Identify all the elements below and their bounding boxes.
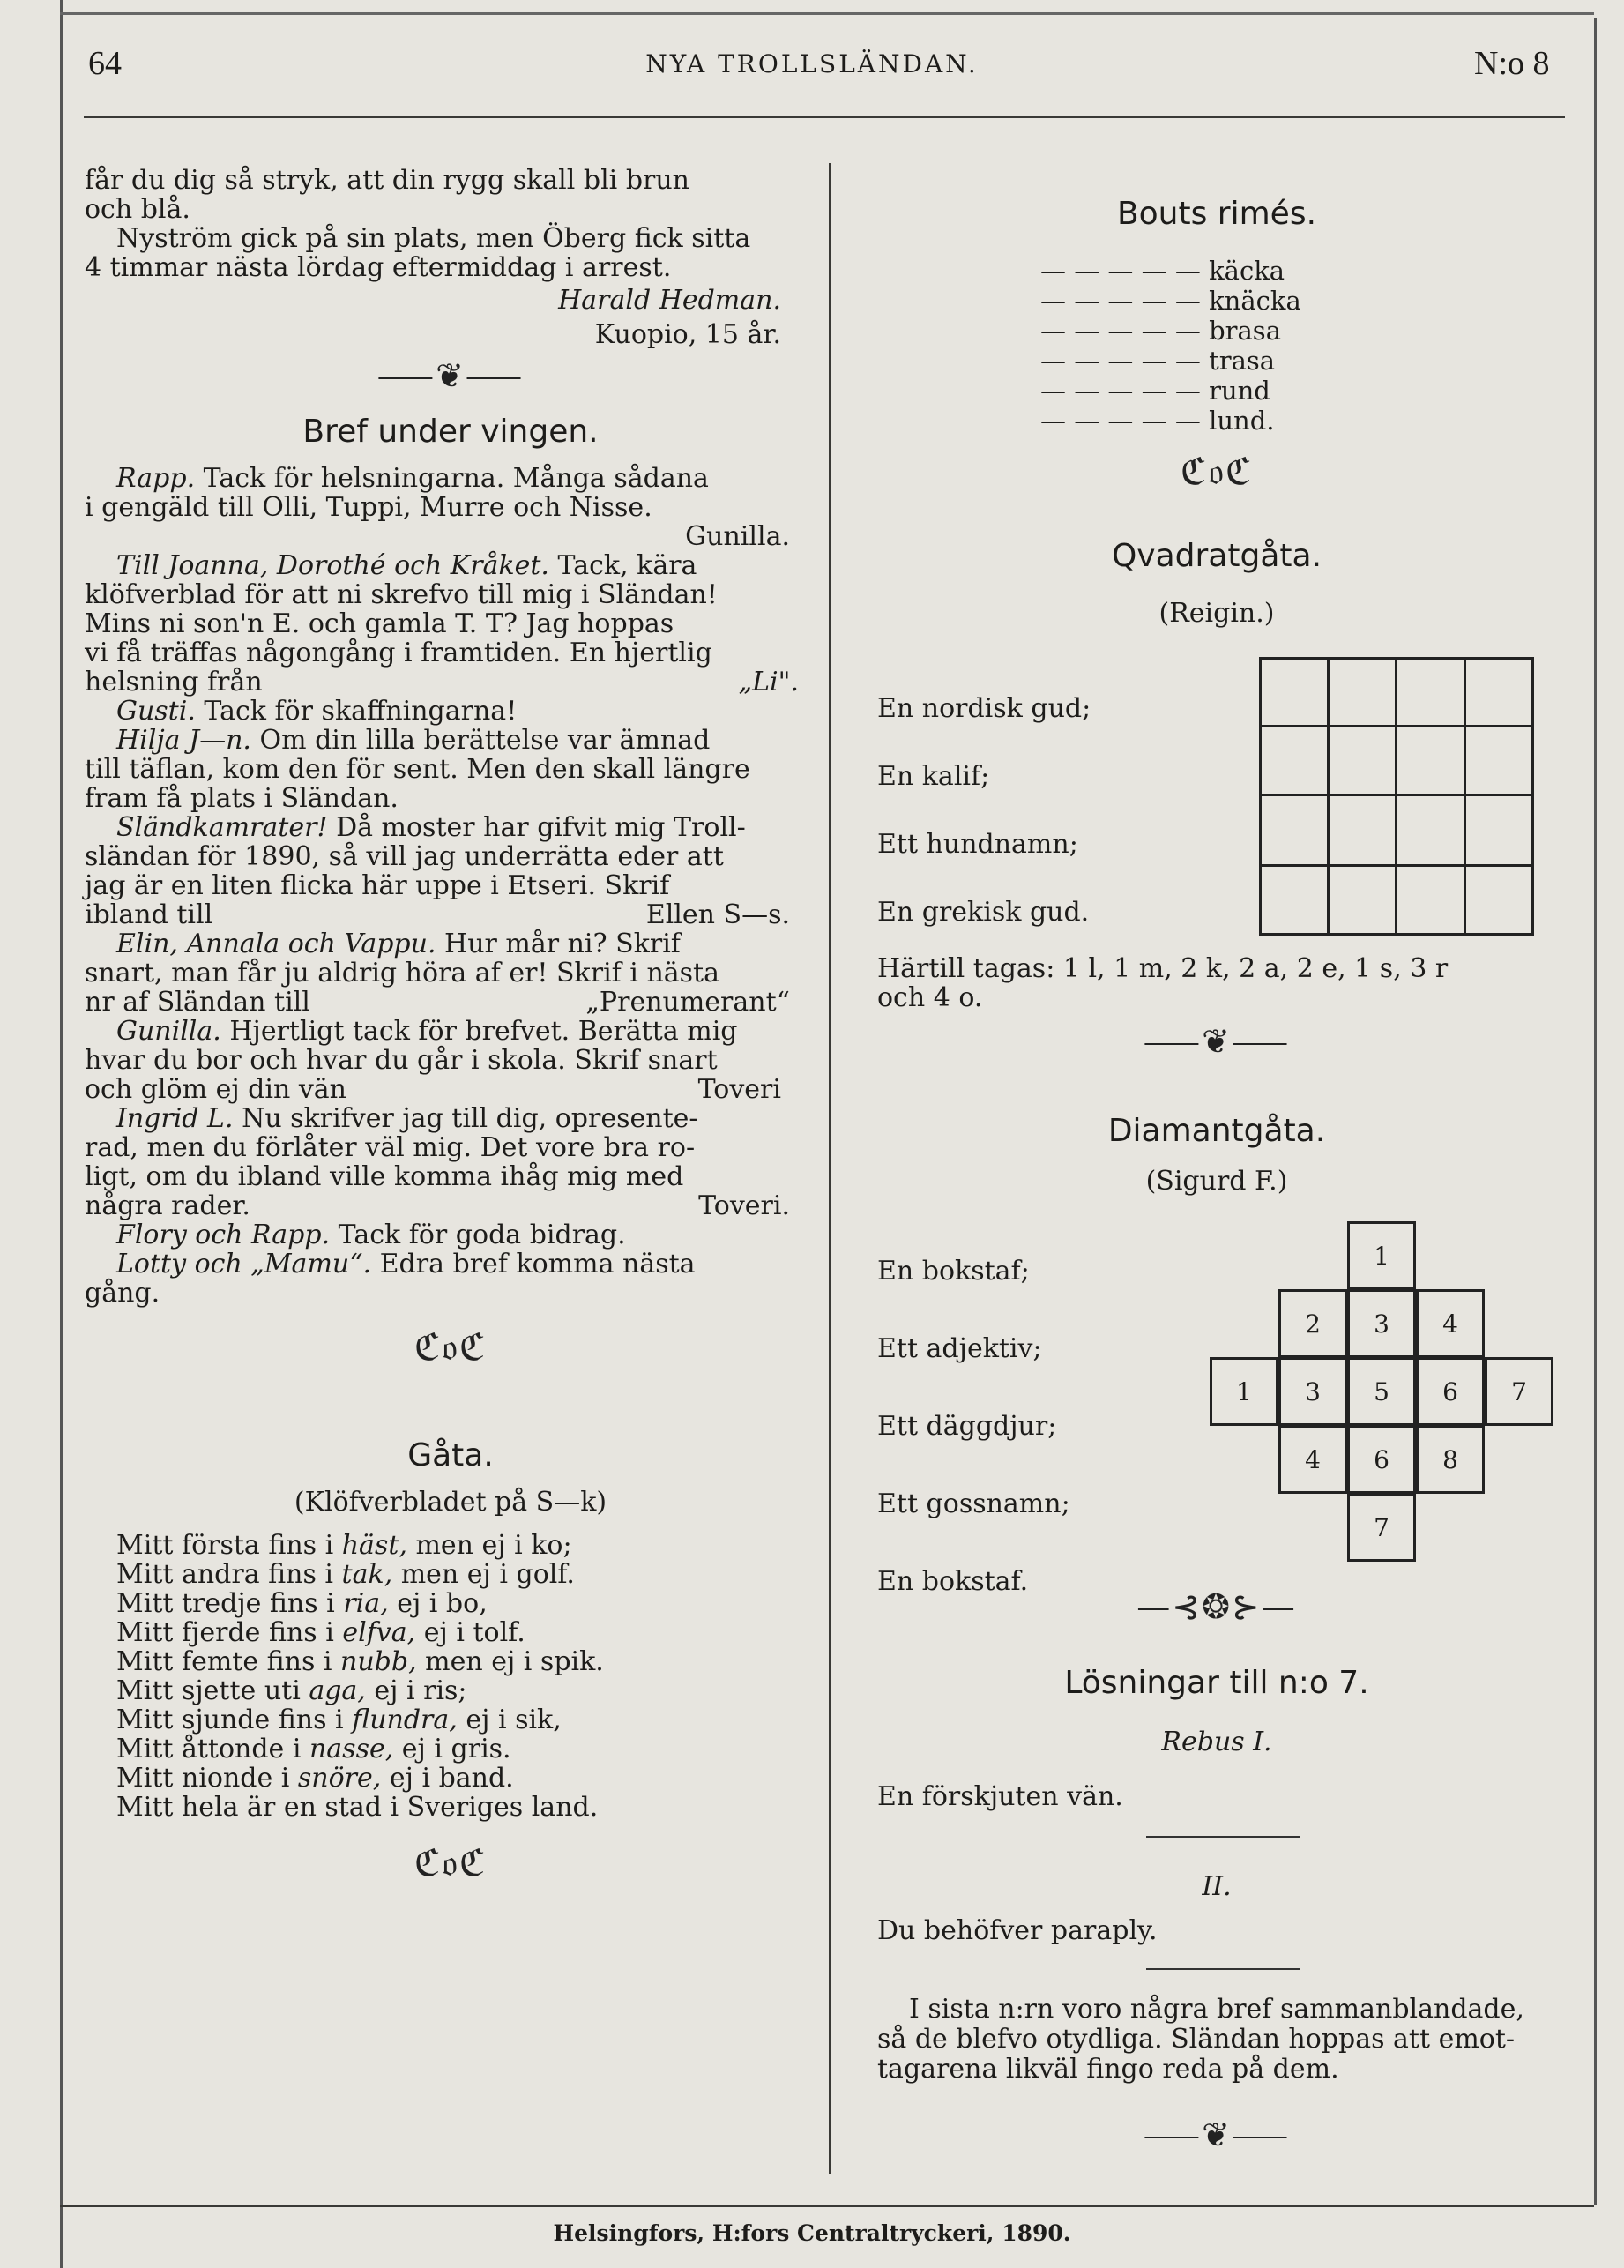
letter-line: helsning från „Li". xyxy=(85,667,799,698)
rhyme-line: — — — — — lund. xyxy=(1040,406,1275,436)
diamond-cell: 5 xyxy=(1347,1357,1416,1426)
ornament: —⊰❂⊱— xyxy=(1136,1587,1297,1626)
rebus1-title: Rebus I. xyxy=(1161,1727,1272,1757)
letter-line: gång. xyxy=(85,1278,160,1309)
bref-heading: Bref under vingen. xyxy=(302,414,599,450)
story-line: får du dig så stryk, att din rygg skall bli brun xyxy=(85,165,690,196)
story-line: och blå. xyxy=(85,194,190,225)
grid-line xyxy=(1259,933,1534,936)
page-left-edge xyxy=(60,0,63,2268)
letter-line: sländan för 1890, så vill jag underrätta eder att xyxy=(85,841,724,872)
poem-line: Mitt nionde i snöre, ej i band. xyxy=(116,1763,514,1794)
rebus2-title: II. xyxy=(1202,1871,1232,1902)
rebus2-answer: Du behöfver paraply. xyxy=(877,1915,1158,1946)
quad-clues xyxy=(877,675,1248,946)
letters-section xyxy=(85,464,816,1308)
diamond-clues xyxy=(877,1233,1230,1621)
diamond-cell: 3 xyxy=(1347,1289,1416,1358)
letter-name: Rapp. xyxy=(116,463,196,494)
diamond-cell: 2 xyxy=(1278,1289,1347,1358)
ornament: ⸺❦⸺ xyxy=(1143,1022,1291,1061)
rhyme-list xyxy=(1040,256,1301,436)
letter-line: i gengäld till Olli, Tuppi, Murre och Nisse. xyxy=(85,492,652,523)
gata-poem xyxy=(85,1531,816,1822)
letter-line: rad, men du förlåter väl mig. Det vore bra ro- xyxy=(85,1132,696,1163)
quad-clue: Ett hundnamn; xyxy=(877,829,1078,860)
letter-name: Ingrid L. xyxy=(116,1103,234,1134)
letter-entry: Flory och Rapp. Tack för goda bidrag. xyxy=(116,1220,626,1250)
poem-line: Mitt första fins i häst, men ej i ko; xyxy=(116,1530,572,1561)
ornament: ℭ𝔬ℭ xyxy=(413,1325,488,1369)
gata-heading: Gåta. xyxy=(407,1437,494,1473)
letter-line: snart, man får ju aldrig höra af er! Skrif i nästa xyxy=(85,958,719,989)
grid-line xyxy=(1259,794,1534,796)
rhyme-line: — — — — — rund xyxy=(1040,376,1270,406)
diamond-cell: 8 xyxy=(1416,1425,1485,1494)
poem-line: Mitt sjette uti aga, ej i ris; xyxy=(116,1675,467,1706)
ornament: ℭ𝔬ℭ xyxy=(413,1841,488,1884)
letter-line: några rader. Toveri. xyxy=(85,1190,790,1221)
letter-entry: Lotty och „Mamu“. Edra bref komma nästa xyxy=(116,1249,696,1279)
poem-line: Mitt femte fins i nubb, men ej i spik. xyxy=(116,1646,604,1677)
diamond-clue: Ett gossnamn; xyxy=(877,1488,1070,1519)
diamond-heading: Diamantgåta. xyxy=(1107,1113,1326,1149)
letter-line: nr af Sländan till „Prenumerant“ xyxy=(85,987,790,1018)
diamond-cell: 6 xyxy=(1416,1357,1485,1426)
letter-line: klöfverblad för att ni skrefvo till mig i Sländan! xyxy=(85,579,718,610)
story-place: Kuopio, 15 år. xyxy=(594,319,781,350)
letter-entry: Gusti. Tack för skaffningarna! xyxy=(116,696,518,727)
letter-line: jag är en liten flicka här uppe i Etseri. Skrif xyxy=(85,870,670,901)
rhyme-line: — — — — — trasa xyxy=(1040,346,1276,376)
diamond-cell: 4 xyxy=(1416,1289,1485,1358)
letter-entry: Gunilla. Hjertligt tack för brefvet. Berätta mig xyxy=(116,1016,738,1047)
letter-line: vi få träffas någongång i framtiden. En hjertlig xyxy=(85,638,712,668)
letter-line: ligt, om du ibland ville komma ihåg mig med xyxy=(85,1161,684,1192)
poem-line: Mitt åttonde i nasse, ej i gris. xyxy=(116,1734,511,1764)
letter-name: Lotty och „Mamu“. xyxy=(116,1249,372,1279)
letter-name: Hilja J—n. xyxy=(116,725,251,756)
ornament: ⸺❦⸺ xyxy=(376,356,525,395)
grid-line xyxy=(1259,657,1534,660)
poem-line: Mitt tredje fins i ria, ej i bo, xyxy=(116,1588,488,1619)
ornament: ⸺❦⸺ xyxy=(1143,2115,1291,2154)
story-line: 4 timmar nästa lördag eftermiddag i arrest. xyxy=(85,252,672,283)
header-rule xyxy=(84,116,1565,118)
letter-name: Till Joanna, Dorothé och Kråket. xyxy=(116,550,549,581)
page-right-edge xyxy=(1594,18,1597,2205)
poem-line: Mitt fjerde fins i elfva, ej i tolf. xyxy=(116,1617,525,1648)
letter-line: och glöm ej din vän Toveri xyxy=(85,1074,781,1105)
diamond-cell: 7 xyxy=(1485,1357,1553,1426)
diamond-cell: 1 xyxy=(1347,1221,1416,1290)
gata-subtitle: (Klöfverbladet på S—k) xyxy=(294,1487,607,1518)
diamond-cell: 3 xyxy=(1278,1357,1347,1426)
page-top-edge xyxy=(60,12,1594,15)
diamond-clue: Ett adjektiv; xyxy=(877,1333,1042,1364)
quad-clue: En nordisk gud; xyxy=(877,693,1091,724)
rhyme-line: — — — — — brasa xyxy=(1040,316,1281,346)
quad-subtitle: (Reigin.) xyxy=(1158,598,1275,629)
solutions-heading: Lösningar till n:o 7. xyxy=(1064,1665,1369,1701)
separator xyxy=(1146,1836,1300,1838)
story-line: Nyström gick på sin plats, men Öberg fick sitta xyxy=(116,223,751,254)
footer-rule xyxy=(60,2205,1594,2207)
rhyme-line: — — — — — käcka xyxy=(1040,256,1285,286)
issue-number: N:o 8 xyxy=(1474,45,1550,82)
bouts-heading: Bouts rimés. xyxy=(1116,196,1317,232)
poem-line: Mitt andra fins i tak, men ej i golf. xyxy=(116,1559,575,1590)
diamond-cell: 6 xyxy=(1347,1425,1416,1494)
letter-line: ibland till Ellen S—s. xyxy=(85,899,790,930)
letter-entry: Elin, Annala och Vappu. Hur mår ni? Skrif xyxy=(116,929,681,959)
letter-entry: Hilja J—n. Om din lilla berättelse var ämnad xyxy=(116,725,711,756)
letter-entry: Sländkamrater! Då moster har gifvit mig Troll- xyxy=(116,812,746,843)
diamond-subtitle: (Sigurd F.) xyxy=(1145,1166,1288,1197)
poem-line: Mitt sjunde fins i flundra, ej i sik, xyxy=(116,1705,562,1735)
left-column xyxy=(85,165,816,1884)
diamond-clue: En bokstaf. xyxy=(877,1566,1029,1597)
grid-line xyxy=(1259,864,1534,867)
separator xyxy=(1146,1968,1300,1970)
story-author: Harald Hedman. xyxy=(558,285,781,316)
diamond-clue: En bokstaf; xyxy=(877,1256,1030,1287)
diamond-cell: 7 xyxy=(1347,1493,1416,1562)
column-divider xyxy=(829,163,831,2174)
letter-line: fram få plats i Sländan. xyxy=(85,783,399,814)
letter-name: Sländkamrater! xyxy=(116,812,328,843)
letter-line: hvar du bor och hvar du går i skola. Skrif snart xyxy=(85,1045,718,1076)
quad-clue: En kalif; xyxy=(877,761,990,792)
quad-heading: Qvadratgåta. xyxy=(1111,538,1322,574)
diamond-clue: Ett däggdjur; xyxy=(877,1411,1057,1442)
letter-entry: Till Joanna, Dorothé och Kråket. Tack, kära xyxy=(116,550,697,581)
page-number: 64 xyxy=(88,45,122,82)
letter-name: Flory och Rapp. xyxy=(116,1220,331,1250)
poem-line: Mitt hela är en stad i Sveriges land. xyxy=(116,1792,599,1823)
quad-clue: En grekisk gud. xyxy=(877,897,1090,928)
letter-name: Elin, Annala och Vappu. xyxy=(116,929,436,959)
rebus1-answer: En förskjuten vän. xyxy=(877,1781,1123,1812)
letter-name: Gusti. xyxy=(116,696,196,727)
page-title: NYA TROLLSLÄNDAN. xyxy=(645,49,979,78)
letter-entry: Ingrid L. Nu skrifver jag till dig, opresente- xyxy=(116,1103,698,1134)
quad-hint: Härtill tagas: 1 l, 1 m, 2 k, 2 a, 2 e, 1 s, 3 r och 4 o. xyxy=(877,953,1449,1013)
diamond-cell: 4 xyxy=(1278,1425,1347,1494)
letter-sign: Gunilla. xyxy=(685,521,790,552)
rhyme-line: — — — — — knäcka xyxy=(1040,286,1301,316)
letter-line: till täflan, kom den för sent. Men den skall längre xyxy=(85,754,750,785)
letter-name: Gunilla. xyxy=(116,1016,221,1047)
ornament: ℭ𝔬ℭ xyxy=(1180,450,1254,493)
letter-line: Mins ni son'n E. och gamla T. T? Jag hoppas xyxy=(85,608,674,639)
footer-imprint: Helsingfors, H:fors Centraltryckeri, 1890. xyxy=(553,2220,1071,2246)
letter-entry: Rapp. Tack för helsningarna. Många sådana xyxy=(116,463,709,494)
closing-note: I sista n:rn voro några bref sammanblandade, så de blefvo otydliga. Sländan hoppas att emot- tagarena likväl fingo reda på dem. xyxy=(877,1994,1524,2085)
diamond-cell: 1 xyxy=(1210,1357,1278,1426)
grid-line xyxy=(1259,725,1534,727)
